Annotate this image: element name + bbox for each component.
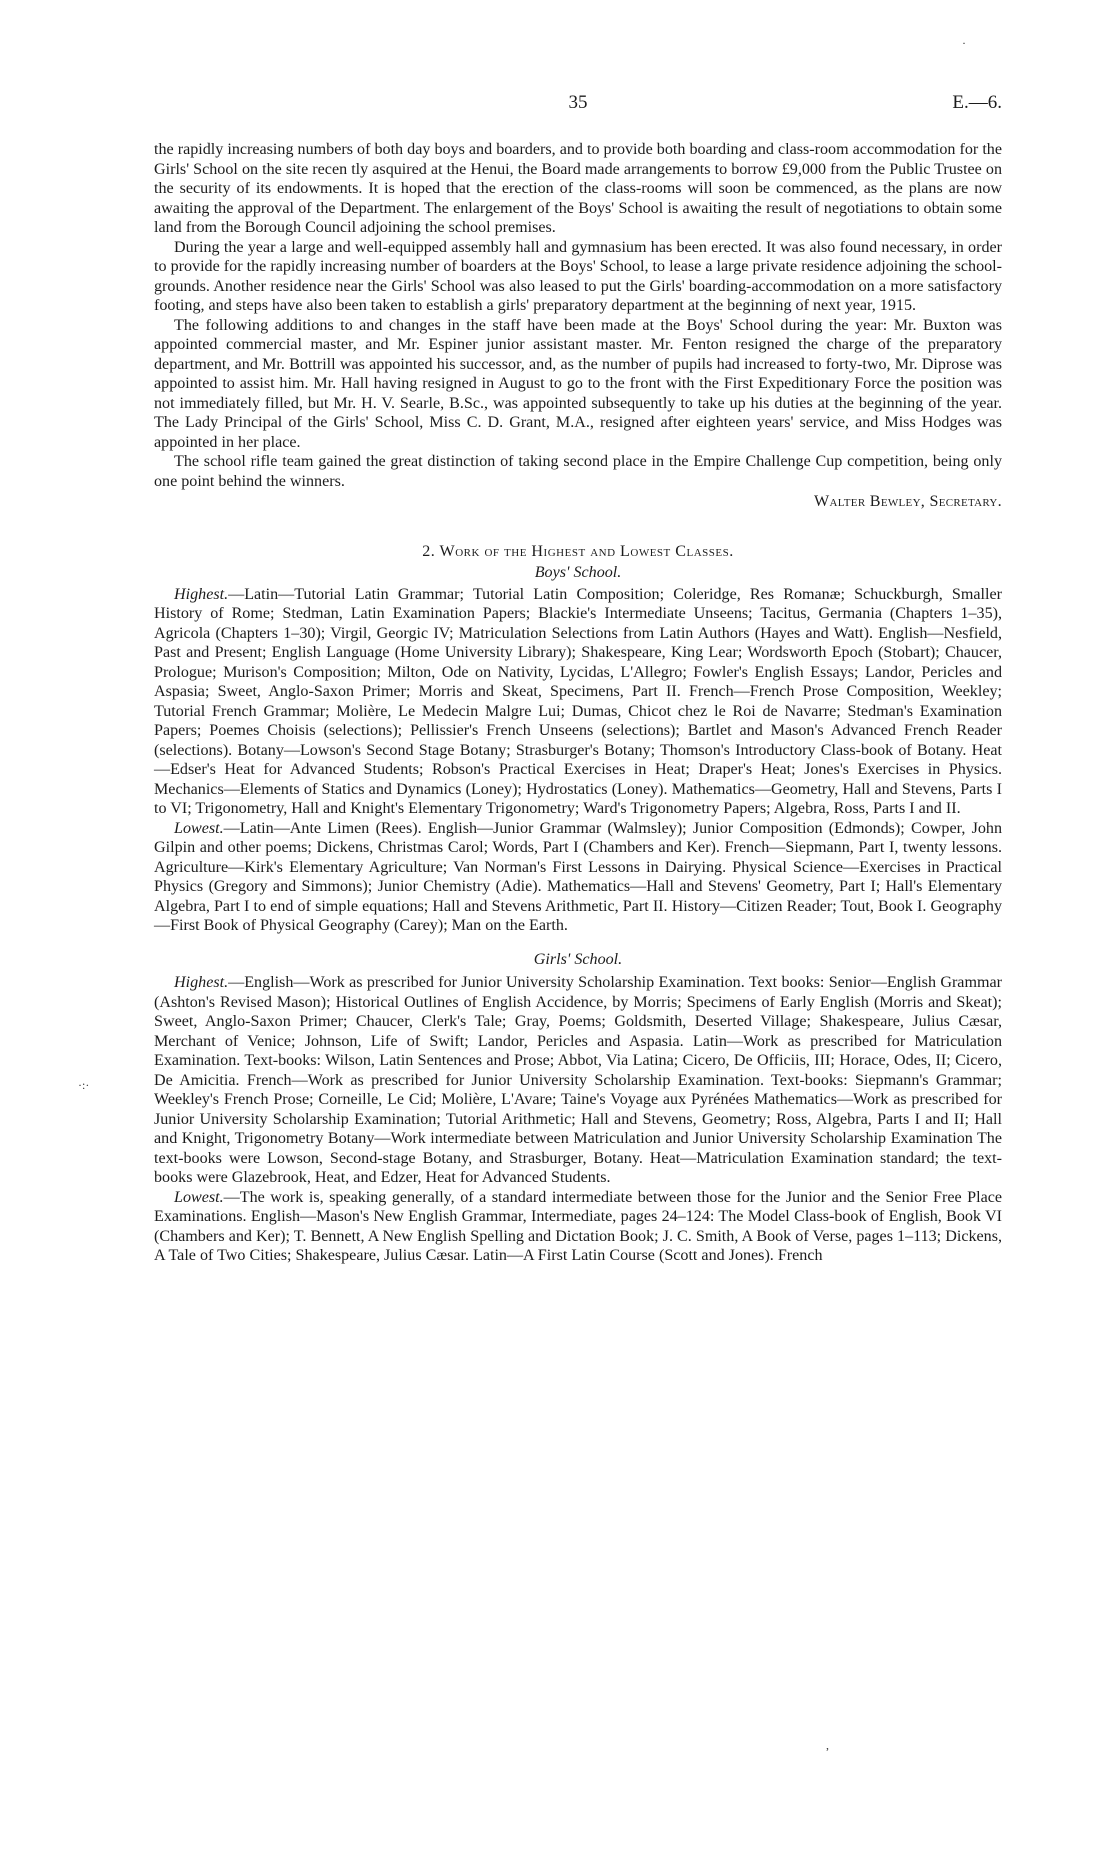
boys-highest-text: —Latin—Tutorial Latin Grammar; Tutorial Latin Composition; Coleridge, Res Romanæ; Schuckburgh, Smaller History of Rome; Stedman, Latin Examination Papers; Blackie's Intermediate Unseens; Tacitus, Germania (Chapters 1–35), Agricola (Chapters 1–30); Virgil, Georgic IV; Matriculation Selections from Latin Authors (Hayes and Watt). English—Nesfield, Past and Present; English Language (Home University Library); Shakespeare, King Lear; Wordsworth Epoch (Stobart); Chaucer, Prologue; Murison's Composition; Milton, Ode on Nativity, Lycidas, L'Allegro; Fowler's English Essays; Landor, Pericles and Aspasia; Sweet, Anglo-Saxon Primer; Morris and Skeat, Specimens, Part II. French—French Prose Composition, Weekley; Tutorial French Grammar; Molière, Le Medecin Malgre Lui; Dumas, Chicot chez le Roi de Navarre; Stedman's Examination Papers; Poemes Choisis (selections); Pellissier's French Unseens (selections); Bartlet and Mason's Advanced French Reader (selections). Botany—Lowson's Second Stage Botany; Strasburger's Botany; Thomson's Introductory Class-book of Botany. Heat—Edser's Heat for Advanced Students; Robson's Practical Exercises in Heat; Draper's Heat; Jones's Exercises in Physics. Mechanics—Elements of Statics and Dynamics (Loney); Hydrostatics (Loney). Mathematics—Geometry, Hall and Stevens, Parts I to VI; Trigonometry, Hall and Knight's Elementary Trigonometry; Ward's Trigonometry Papers; Algebra, Ross, Parts I and II. <box>154 585 1002 817</box>
margin-scan-mark: ·:· <box>78 1078 90 1092</box>
page-body <box>154 140 1002 1266</box>
boys-highest-label: Highest. <box>174 585 229 603</box>
paragraph-assembly-hall: During the year a large and well-equipped assembly hall and gymnasium has been erected. It was also found necessary, in order to provide for the rapidly increasing number of boarders at the Boys' School, to lease a large private residence adjoining the school-grounds. Another residence near the Girls' School was also leased to put the Girls' boarding-accommodation on a more satisfactory footing, and steps have also been taken to establish a girls' preparatory department at the beginning of next year, 1915. <box>154 238 1002 314</box>
boys-school-heading: Boys' School. <box>534 564 622 581</box>
paragraph-staff-changes: The following additions to and changes in the staff have been made at the Boys' School during the year: Mr. Buxton was appointed commercial master, and Mr. Espiner junior assistant master. Mr. Fenton resigned the charge of the preparatory department, and Mr. Bottrill was appointed his successor, and, as the number of pupils had increased to forty-two, Mr. Diprose was appointed to assist him. Mr. Hall having resigned in August to go to the front with the First Expeditionary Force the position was not immediately filled, but Mr. H. V. Searle, B.Sc., was appointed subsequently to take up his duties at the beginning of the year. The Lady Principal of the Girls' School, Miss C. D. Grant, M.A., resigned after eighteen years' service, and Miss Hodges was appointed in her place. <box>154 316 1002 451</box>
girls-highest-text: —English—Work as prescribed for Junior University Scholarship Examination. Text books: Senior—English Grammar (Ashton's Revised Mason); Historical Outlines of English Accidence, by Morris; Specimens of Early English (Morris and Skeat); Sweet, Anglo-Saxon Primer; Chaucer, Clerk's Tale; Gray, Poems; Goldsmith, Deserted Village; Shakespeare, Julius Cæsar, Merchant of Venice; Johnson, Life of Swift; Landor, Pericles and Aspasia. Latin—Work as prescribed for Matriculation Examination. Text-books: Wilson, Latin Sentences and Prose; Abbot, Via Latina; Cicero, De Officiis, III; Horace, Odes, II; Cicero, De Amicitia. French—Work as prescribed for Junior University Scholarship Examination. Text-books: Siepmann's Grammar; Weekley's French Prose; Corneille, Le Cid; Molière, L'Avare; Taine's Voyage aux Pyrénées Mathematics—Work as prescribed for Junior University Scholarship Examination; Tutorial Arithmetic; Hall and Stevens, Geometry; Ross, Algebra, Parts I and II; Hall and Knight, Trigonometry Botany—Work intermediate between Matriculation and Junior University Scholarship Examination The text-books were Lowson, Second-stage Botany, and Strasburger, Botany. Heat—Matriculation Examination standard; the text-books were Glazebrook, Heat, and Edzer, Heat for Advanced Students. <box>154 974 1002 1186</box>
paragraph-rifle-team: The school rifle team gained the great distinction of taking second place in the Empire Challenge Cup competition, being only one point behind the winners. <box>154 453 1002 490</box>
section-heading: 2. Work of the Highest and Lowest Classes. <box>422 542 734 560</box>
girls-lowest-text: —The work is, speaking generally, of a standard intermediate between those for the Junior and the Senior Free Place Examinations. English—Mason's New English Grammar, Intermediate, pages 24–124: The Model Class-book of English, Book VI (Chambers and Ker); T. Bennett, A New English Spelling and Dictation Book; J. C. Smith, A Book of Verse, pages 1–113; Dickens, A Tale of Two Cities; Shakespeare, Julius Cæsar. Latin—A First Latin Course (Scott and Jones). French <box>154 1188 1002 1264</box>
boys-lowest-label: Lowest. <box>174 819 224 837</box>
girls-lowest-label: Lowest. <box>174 1188 224 1206</box>
paragraph-accommodation: the rapidly increasing numbers of both day boys and boarders, and to provide both boarding and class-room accommodation for the Girls' School on the site recen tly asquired at the Henui, the Board made arrangements to borrow £9,000 from the Public Trustee on the security of its endowments. It is hoped that the erection of the class-rooms will soon be commenced, as the plans are now awaiting the approval of the Department. The enlargement of the Boys' School is awaiting the result of negotiations to obtain some land from the Borough Council adjoining the school premises. <box>154 141 1002 236</box>
girls-lowest-paragraph <box>154 1188 1002 1266</box>
scan-speck-mark: · <box>962 36 966 50</box>
boys-lowest-paragraph <box>154 819 1002 936</box>
scan-tick-mark: , <box>826 1738 829 1752</box>
girls-highest-label: Highest. <box>174 974 229 991</box>
page-number: 35 <box>568 92 588 113</box>
report-code: E.—6. <box>952 92 1002 113</box>
boys-lowest-text: —Latin—Ante Limen (Rees). English—Junior Grammar (Walmsley); Junior Composition (Edmonds); Cowper, John Gilpin and other poems; Dickens, Christmas Carol; Words, Part I (Chambers and Ker). French—Siepmann, Part I, twenty lessons. Agriculture—Kirk's Elementary Agriculture; Van Norman's First Lessons in Dairying. Physical Science—Exercises in Practical Physics (Gregory and Simmons); Junior Chemistry (Adie). Mathematics—Hall and Stevens' Geometry, Part I; Hall's Elementary Algebra, Part I to end of simple equations; Hall and Stevens Arithmetic, Part II. History—Citizen Reader; Tout, Book I. Geography—First Book of Physical Geography (Carey); Man on the Earth. <box>154 819 1002 934</box>
boys-highest-paragraph <box>154 585 1002 819</box>
girls-school-heading: Girls' School. <box>533 950 623 968</box>
page-header <box>154 92 1002 122</box>
girls-highest-paragraph <box>154 973 1002 1188</box>
signature: Walter Bewley, Secretary. <box>814 493 1002 510</box>
